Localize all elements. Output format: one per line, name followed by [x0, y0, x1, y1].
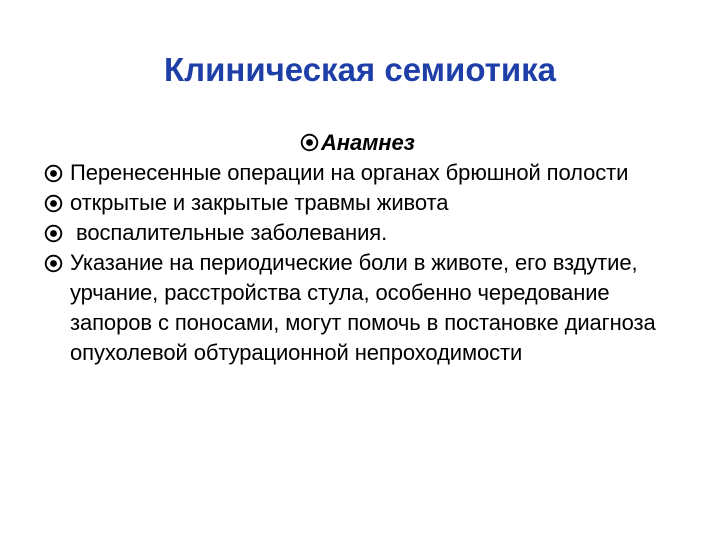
slide-title: Клиническая семиотика — [164, 51, 556, 88]
subheading — [44, 128, 694, 158]
list-item-text: воспалительные заболевания. — [70, 220, 388, 245]
circled-dot-icon — [44, 194, 63, 213]
list-item-text: открытые и закрытые травмы живота — [70, 190, 449, 215]
list-item — [44, 218, 694, 248]
list-item — [44, 248, 694, 368]
list-item — [44, 188, 694, 218]
subheading-text: Анамнез — [321, 130, 415, 155]
circled-dot-icon — [300, 133, 319, 152]
circled-dot-icon — [44, 164, 63, 183]
circled-dot-icon — [44, 224, 63, 243]
slide-content — [44, 128, 694, 368]
list-item-text: Перенесенные операции на органах брюшной полости — [70, 160, 629, 185]
list-item-text: Указание на периодические боли в животе, его вздутие, урчание, расстройства стула, особенно чередование запоров с поносами, могут помочь в постановке диагноза опухолевой обтурационной непроходимости — [70, 250, 656, 365]
list-item — [44, 158, 694, 188]
circled-dot-icon — [44, 254, 63, 273]
